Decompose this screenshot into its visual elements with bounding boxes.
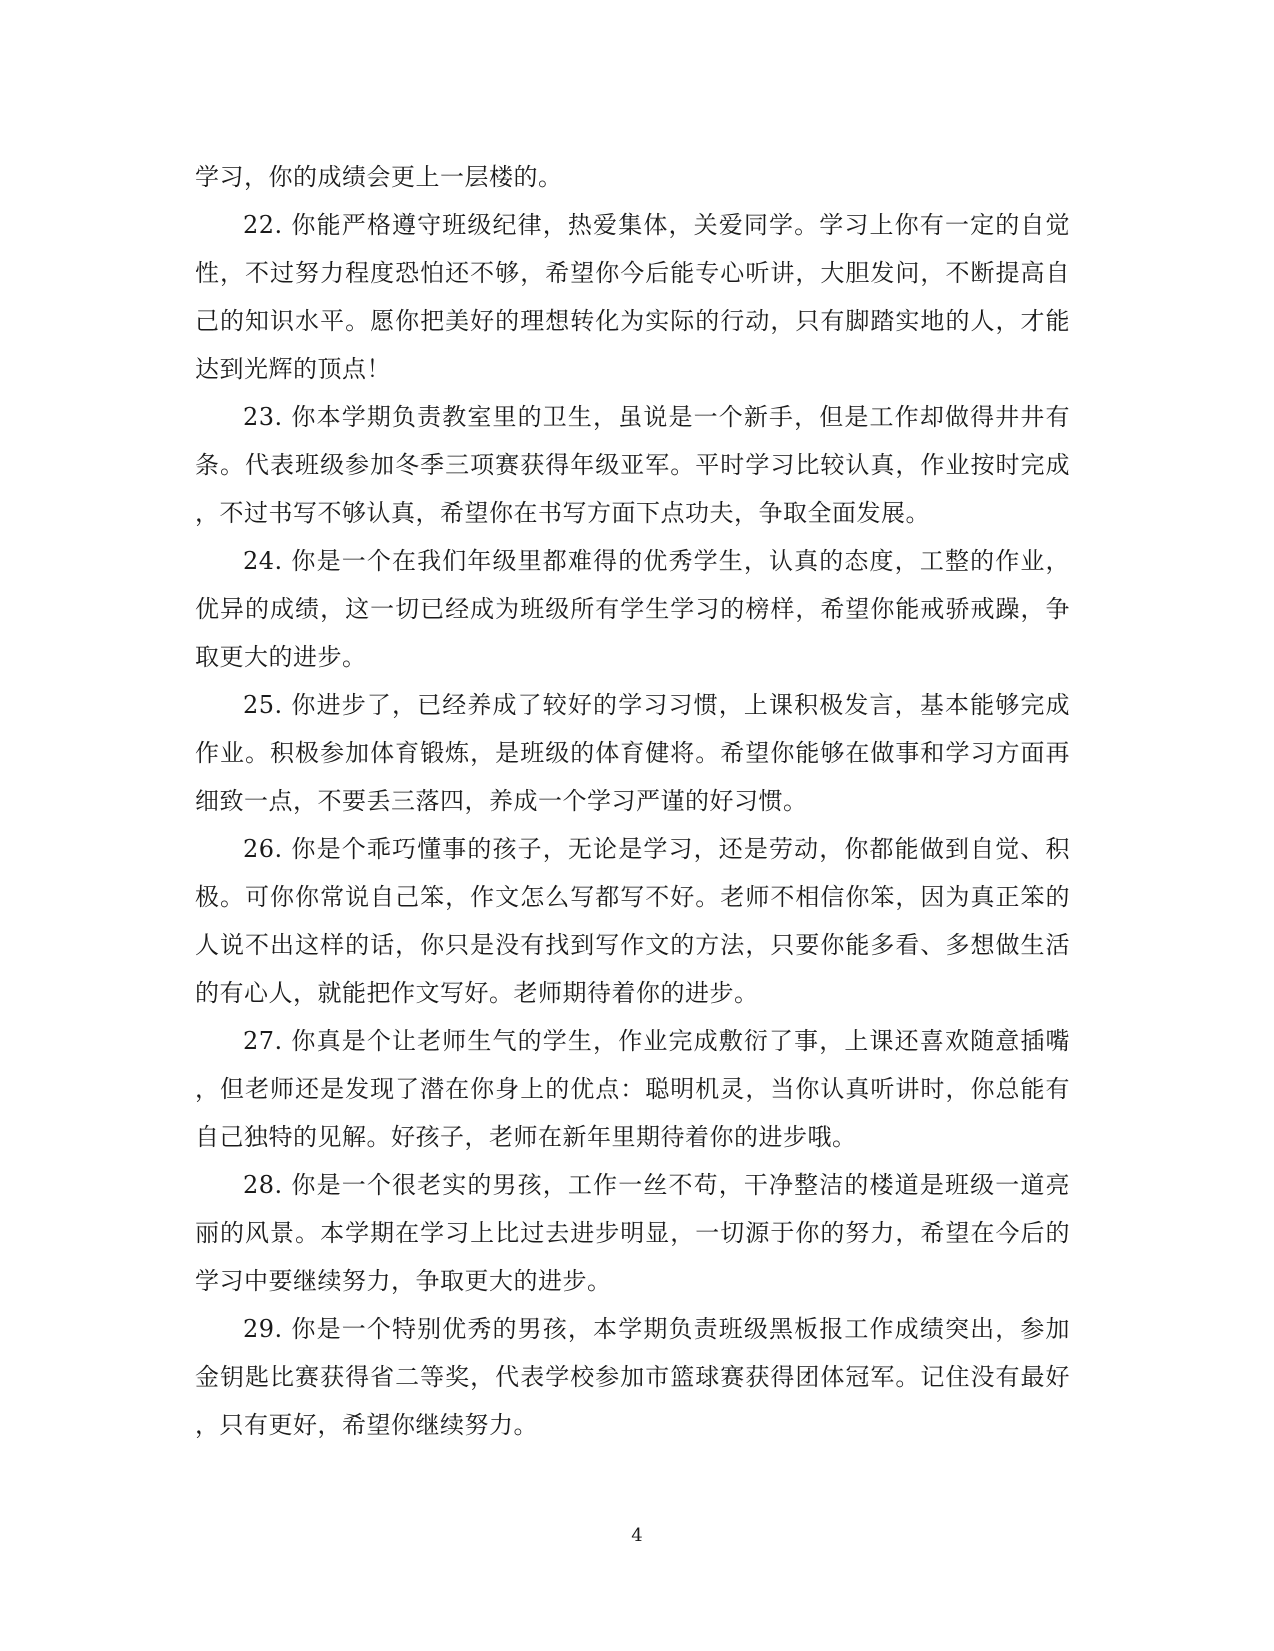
text-line: ，只有更好，希望你继续努力。 bbox=[195, 1411, 538, 1439]
text-line: 学习，你的成绩会更上一层楼的。 bbox=[195, 163, 563, 191]
document-body bbox=[195, 153, 1070, 1449]
text-line: ，不过书写不够认真，希望你在书写方面下点功夫，争取全面发展。 bbox=[195, 499, 930, 527]
text-line: 作业。积极参加体育锻炼，是班级的体育健将。希望你能够在做事和学习方面再 bbox=[195, 739, 1070, 767]
text-line: 24. 你是一个在我们年级里都难得的优秀学生，认真的态度，工整的作业， bbox=[243, 547, 1070, 575]
text-line: ，但老师还是发现了潜在你身上的优点：聪明机灵，当你认真听讲时，你总能有 bbox=[195, 1075, 1070, 1103]
text-line: 29. 你是一个特别优秀的男孩，本学期负责班级黑板报工作成绩突出，参加 bbox=[243, 1315, 1070, 1343]
text-line: 极。可你你常说自己笨，作文怎么写都写不好。老师不相信你笨，因为真正笨的 bbox=[195, 883, 1070, 911]
text-line: 丽的风景。本学期在学习上比过去进步明显，一切源于你的努力，希望在今后的 bbox=[195, 1219, 1070, 1247]
text-line: 取更大的进步。 bbox=[195, 643, 367, 671]
text-line: 人说不出这样的话，你只是没有找到写作文的方法，只要你能多看、多想做生活 bbox=[195, 931, 1070, 959]
text-line: 学习中要继续努力，争取更大的进步。 bbox=[195, 1267, 612, 1295]
text-line: 22. 你能严格遵守班级纪律，热爱集体，关爱同学。学习上你有一定的自觉 bbox=[243, 211, 1070, 239]
text-line: 细致一点，不要丢三落四，养成一个学习严谨的好习惯。 bbox=[195, 787, 808, 815]
text-line: 己的知识水平。愿你把美好的理想转化为实际的行动，只有脚踏实地的人，才能 bbox=[195, 307, 1070, 335]
text-line: 达到光辉的顶点！ bbox=[195, 355, 391, 383]
text-line: 自己独特的见解。好孩子，老师在新年里期待着你的进步哦。 bbox=[195, 1123, 857, 1151]
text-line: 优异的成绩，这一切已经成为班级所有学生学习的榜样，希望你能戒骄戒躁，争 bbox=[195, 595, 1070, 623]
text-line: 23. 你本学期负责教室里的卫生，虽说是一个新手，但是工作却做得井井有 bbox=[243, 403, 1070, 431]
text-line: 性，不过努力程度恐怕还不够，希望你今后能专心听讲，大胆发问，不断提高自 bbox=[195, 259, 1070, 287]
text-line: 金钥匙比赛获得省二等奖，代表学校参加市篮球赛获得团体冠军。记住没有最好 bbox=[195, 1363, 1070, 1391]
text-line: 条。代表班级参加冬季三项赛获得年级亚军。平时学习比较认真，作业按时完成 bbox=[195, 451, 1070, 479]
text-line: 27. 你真是个让老师生气的学生，作业完成敷衍了事，上课还喜欢随意插嘴 bbox=[243, 1027, 1070, 1055]
page-number: 4 bbox=[631, 1525, 643, 1546]
text-line: 26. 你是个乖巧懂事的孩子，无论是学习，还是劳动，你都能做到自觉、积 bbox=[243, 835, 1070, 863]
text-line: 28. 你是一个很老实的男孩，工作一丝不苟，干净整洁的楼道是班级一道亮 bbox=[243, 1171, 1070, 1199]
text-line: 的有心人，就能把作文写好。老师期待着你的进步。 bbox=[195, 979, 759, 1007]
text-line: 25. 你进步了，已经养成了较好的学习习惯，上课积极发言，基本能够完成 bbox=[243, 691, 1070, 719]
